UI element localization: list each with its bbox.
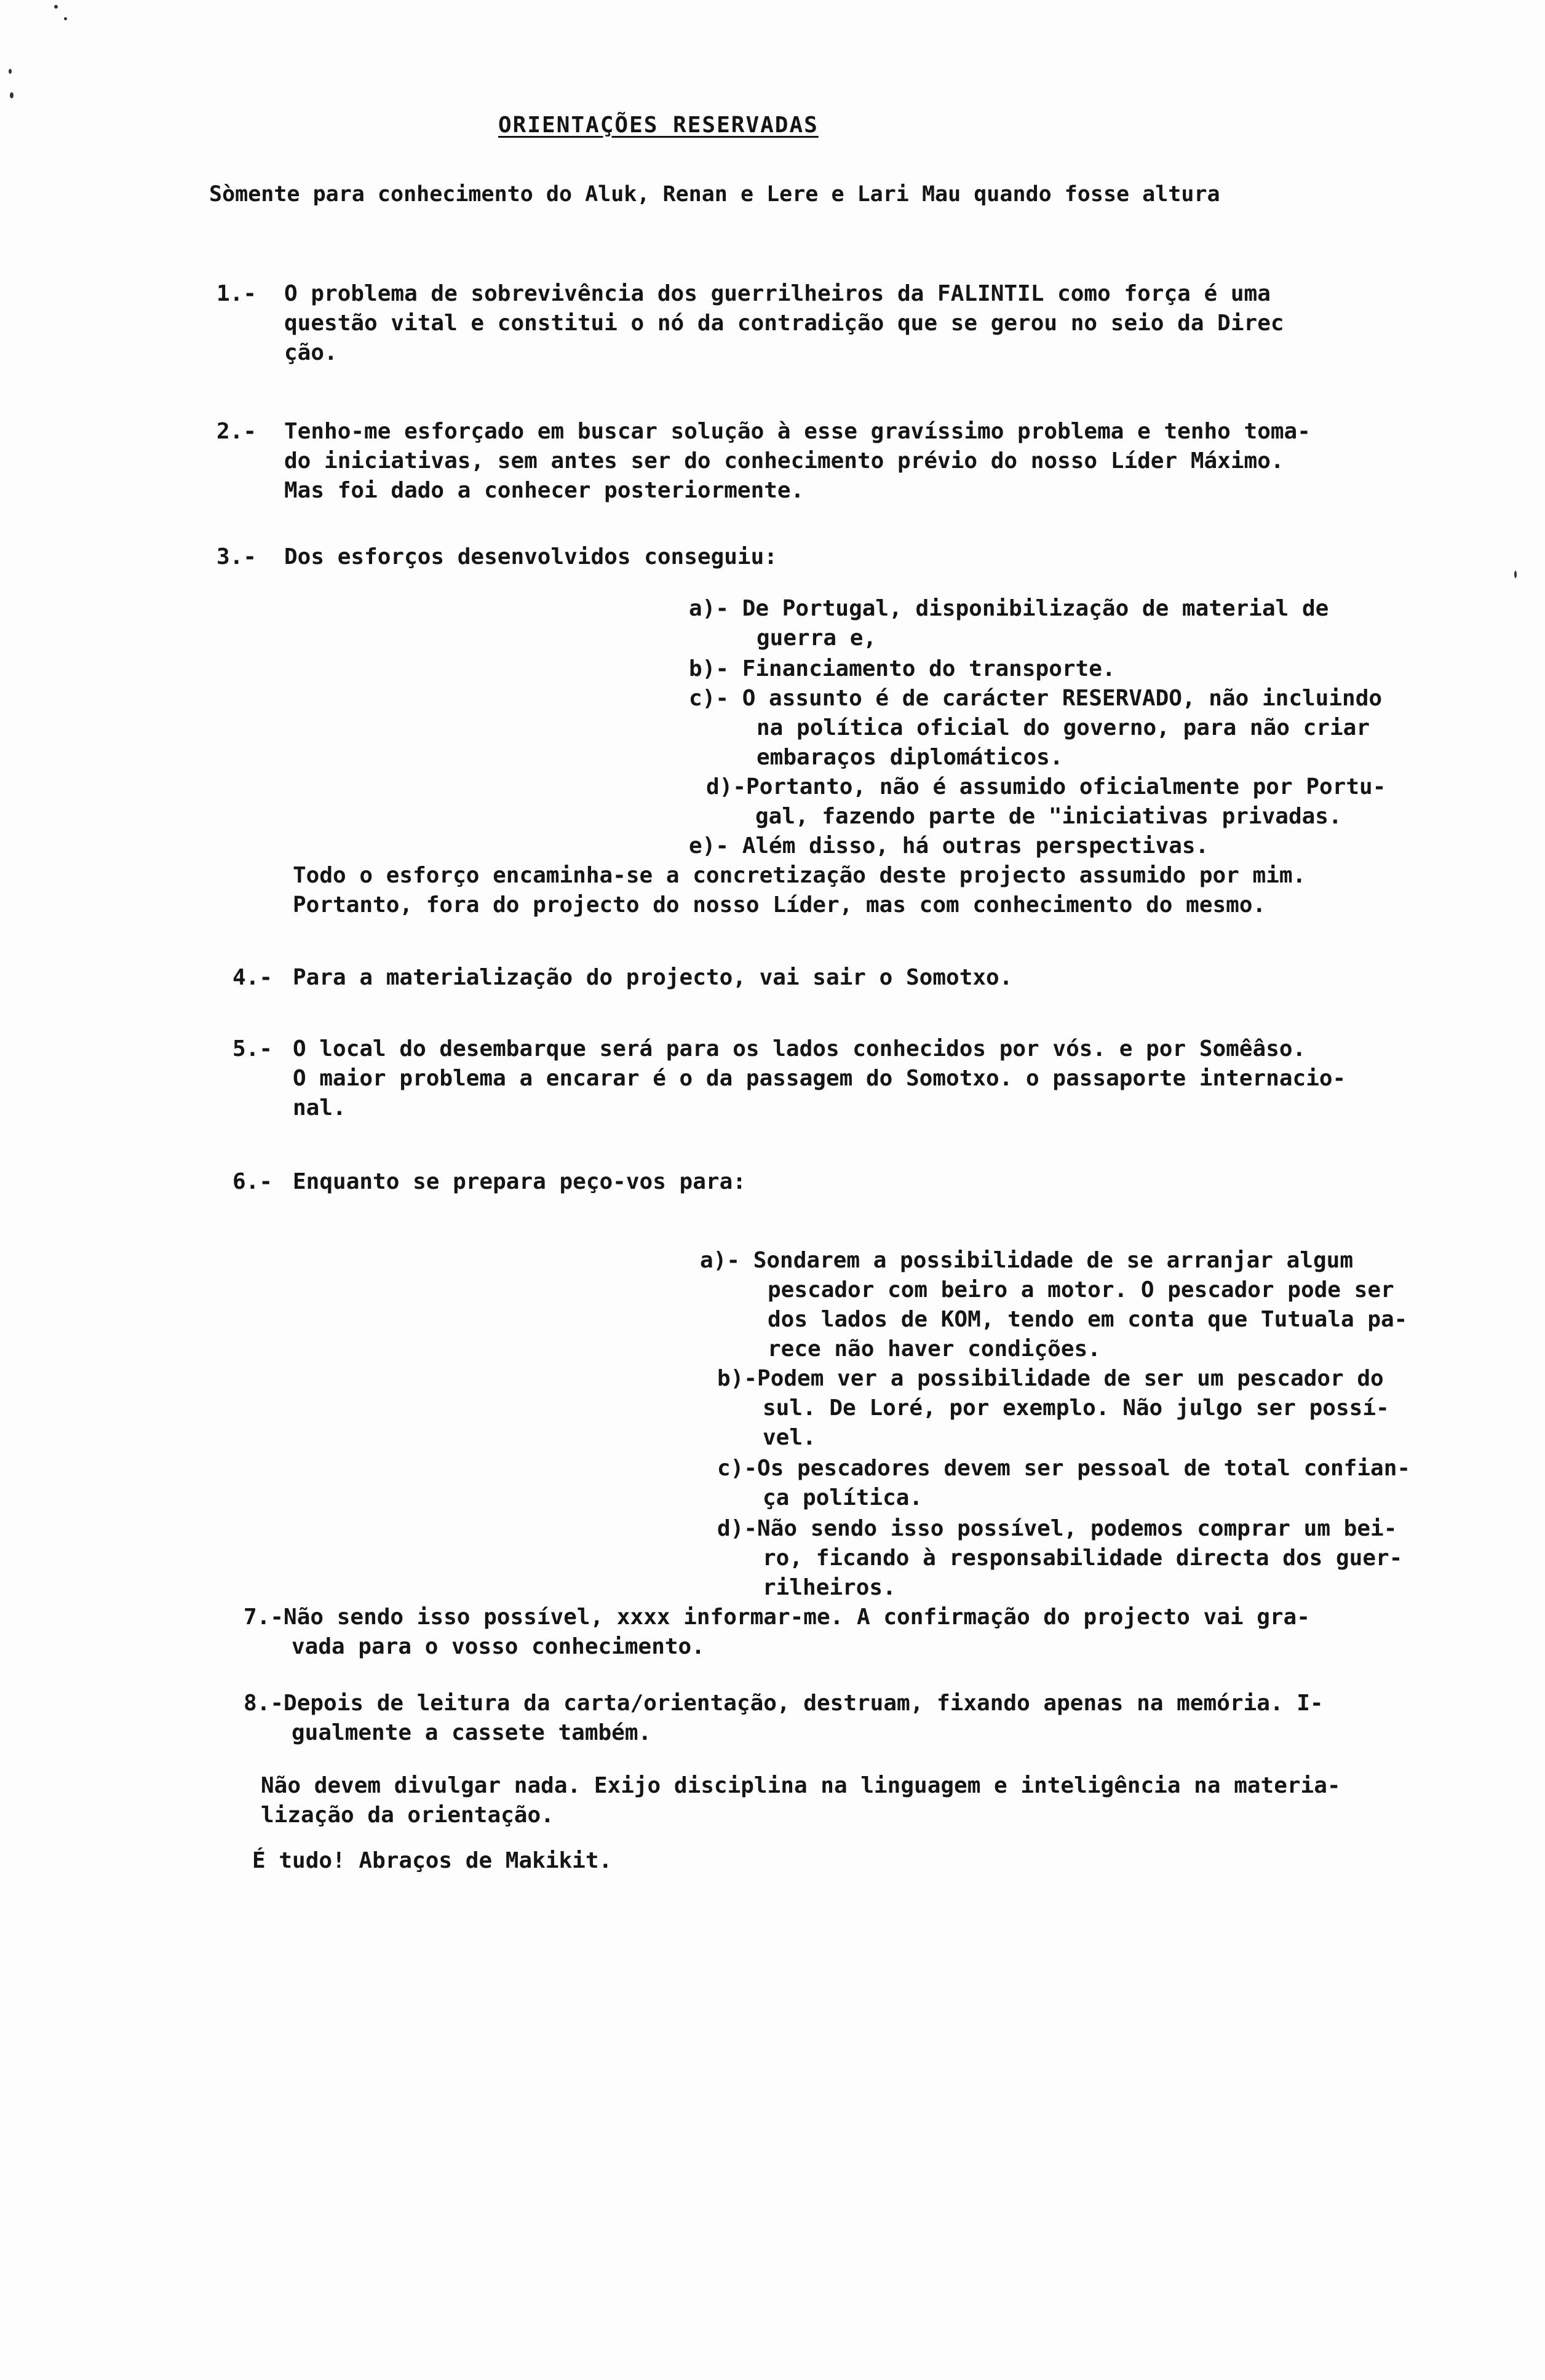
- scan-speck: [9, 69, 12, 74]
- p2-line-1: Tenho-me esforçado em buscar solução à esse gravíssimo problema e tenho toma-: [284, 419, 1311, 444]
- intro-line: Sòmente para conhecimento do Aluk, Renan e Lere e Lari Mau quando fosse altura: [209, 182, 1220, 207]
- p2-line-3: Mas foi dado a conhecer posteriormente.: [284, 478, 804, 503]
- p6-item-c: c)-Os pescadores devem ser pessoal de total confian- ça política.: [717, 1456, 1411, 1510]
- p3-item-c: c)- O assunto é de carácter RESERVADO, não incluindo na política oficial do governo, para não criar embaraços diplomáticos.: [689, 686, 1383, 770]
- paragraph-9: Não devem divulgar nada. Exijo disciplina na linguagem e inteligência na materia- lização da orientação.: [261, 1773, 1341, 1828]
- p6-item-d: d)-Não sendo isso possível, podemos comprar um bei- ro, ficando à responsabilidade directa dos guer- rilheiros.: [717, 1516, 1403, 1600]
- document-title: ORIENTAÇÕES RESERVADAS: [498, 113, 819, 138]
- paragraph-8: 8.-Depois de leitura da carta/orientação, destruam, fixando apenas na memória. I- gualmente a cassete também.: [244, 1691, 1324, 1745]
- paragraph-7: 7.-Não sendo isso possível, xxxx informar-me. A confirmação do projecto vai gra- vada para o vosso conhecimento.: [244, 1605, 1310, 1659]
- p6-number: 6.-: [232, 1169, 273, 1194]
- scan-speck: [54, 5, 58, 9]
- p3-after: Todo o esforço encaminha-se a concretização deste projecto assumido por mim. Portanto, fora do projecto do nosso Líder, mas com conhecimento do mesmo.: [293, 863, 1306, 918]
- p1-line-1: O problema de sobrevivência dos guerrilheiros da FALINTIL como força é uma: [284, 281, 1271, 306]
- p3-item-b: b)- Financiamento do transporte.: [689, 656, 1116, 681]
- p3-item-a: a)- De Portugal, disponibilização de material de guerra e,: [689, 596, 1329, 651]
- p1-line-3: ção.: [284, 340, 338, 365]
- p3-number: 3.-: [216, 544, 257, 569]
- paragraph-1: [284, 279, 1284, 368]
- p4-number: 4.-: [232, 965, 273, 990]
- p2-number: 2.-: [216, 419, 257, 444]
- p3-text: Dos esforços desenvolvidos conseguiu:: [284, 544, 777, 569]
- p4-text: Para a materialização do projecto, vai sair o Somotxo.: [293, 965, 1013, 990]
- closing-line: É tudo! Abraços de Makikit.: [252, 1848, 613, 1873]
- p6-item-a: a)- Sondarem a possibilidade de se arranjar algum pescador com beiro a motor. O pescador pode ser dos lados de KOM, tendo em conta que Tutuala pa- rece não haver condições.: [700, 1248, 1408, 1362]
- p1-number: 1.-: [216, 281, 257, 306]
- paragraph-5: O local do desembarque será para os lados conhecidos por vós. e por Somêâso. O maior problema a encarar é o da passagem do Somotxo. o passaporte internacio- nal.: [293, 1036, 1346, 1121]
- scan-speck: [64, 17, 67, 20]
- p3-item-e: e)- Além disso, há outras perspectivas.: [689, 833, 1209, 859]
- p2-line-2: do iniciativas, sem antes ser do conhecimento prévio do nosso Líder Máximo.: [284, 448, 1284, 474]
- paragraph-2: [284, 417, 1311, 506]
- p1-line-2: questão vital e constitui o nó da contradição que se gerou no seio da Direc: [284, 311, 1284, 336]
- scan-speck: [10, 92, 14, 98]
- p6-item-b: b)-Podem ver a possibilidade de ser um pescador do sul. De Loré, por exemplo. Não julgo ser possí- vel.: [717, 1366, 1389, 1450]
- scan-speck: [1514, 571, 1517, 578]
- p3-item-d: d)-Portanto, não é assumido oficialmente por Portu- gal, fazendo parte de "iniciativas privadas.: [706, 774, 1386, 829]
- p6-text: Enquanto se prepara peço-vos para:: [293, 1169, 746, 1194]
- p5-number: 5.-: [232, 1036, 273, 1061]
